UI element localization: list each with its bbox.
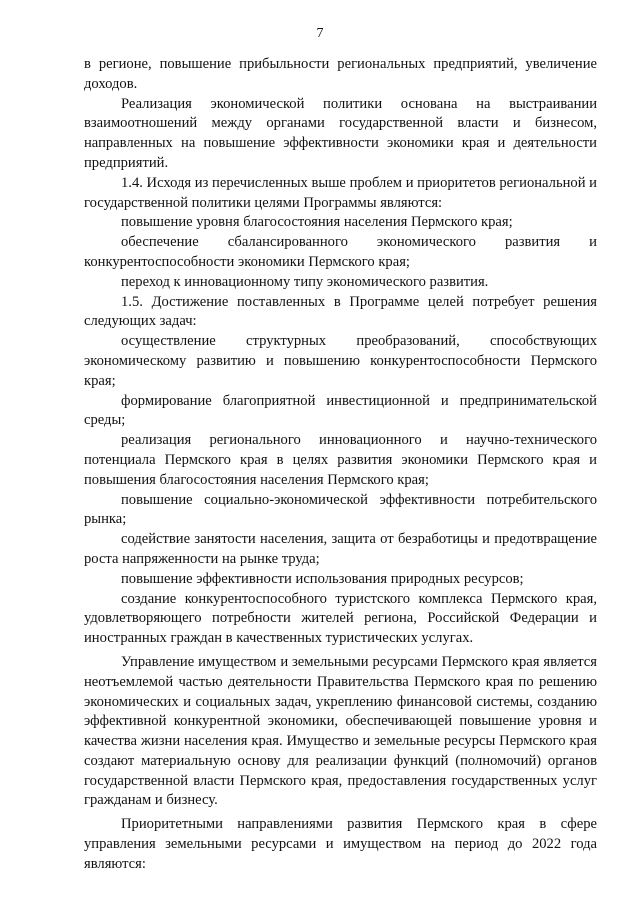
task-item: повышение эффективности использования природных ресурсов; (121, 570, 524, 587)
paragraph-priority-directions: Приоритетными направлениями развития Пермского края в сфере управления земельными ресурсами и имуществом на период до 2022 года являются: (84, 816, 597, 872)
task-item: формирование благоприятной инвестиционной и предпринимательской среды; (84, 392, 597, 429)
document-body (84, 55, 597, 875)
goal-item: переход к инновационному типу экономического развития. (121, 273, 489, 290)
task-item: осуществление структурных преобразований, способствующих экономическому развитию и повышению конкурентоспособности Пермского края; (84, 333, 597, 389)
task-item: повышение социально-экономической эффективности потребительского рынка; (84, 491, 597, 528)
task-item: реализация регионального инновационного и научно-технического потенциала Пермского края в целях развития экономики Пермского края и повышения благосостояния населения Пермского края; (84, 432, 597, 488)
paragraph-goals-intro: 1.4. Исходя из перечисленных выше проблем и приоритетов региональной и государственной политики целями Программы являются: (84, 174, 597, 211)
task-item: содействие занятости населения, защита от безработицы и предотвращение роста напряженности на рынке труда; (84, 531, 597, 567)
paragraph-economic-policy: Реализация экономической политики основана на выстраивании взаимоотношений между органами государственной власти и бизнесом, направленных на повышение эффективности экономики края и деятельности предприятий. (84, 95, 597, 171)
paragraph-continuation: в регионе, повышение прибыльности региональных предприятий, увеличение доходов. (84, 56, 597, 92)
goal-item: повышение уровня благосостояния населения Пермского края; (121, 214, 513, 231)
paragraph-tasks-intro: 1.5. Достижение поставленных в Программе целей потребует решения следующих задач: (84, 293, 597, 330)
paragraph-property-management: Управление имуществом и земельными ресурсами Пермского края является неотъемлемой частью деятельности Правительства Пермского края по решению экономических и социальных задач, укреплению финансовой системы, созданию эффективной конкурентной экономики, обеспечивающей повышение уровня и качества жизни населения края. Имущество и земельные ресурсы Пермского края создают материальную основу для реализации функций (полномочий) органов государственной власти Пермского края, предоставления государственных услуг гражданам и бизнесу. (84, 653, 597, 809)
goal-item: обеспечение сбалансированного экономического развития и конкурентоспособности экономики Пермского края; (84, 234, 597, 270)
page-number: 7 (316, 26, 324, 41)
task-item: создание конкурентоспособного туристского комплекса Пермского края, удовлетворяющего потребности жителей региона, Российской Федерации и иностранных граждан в качественных туристических услугах. (84, 590, 597, 647)
